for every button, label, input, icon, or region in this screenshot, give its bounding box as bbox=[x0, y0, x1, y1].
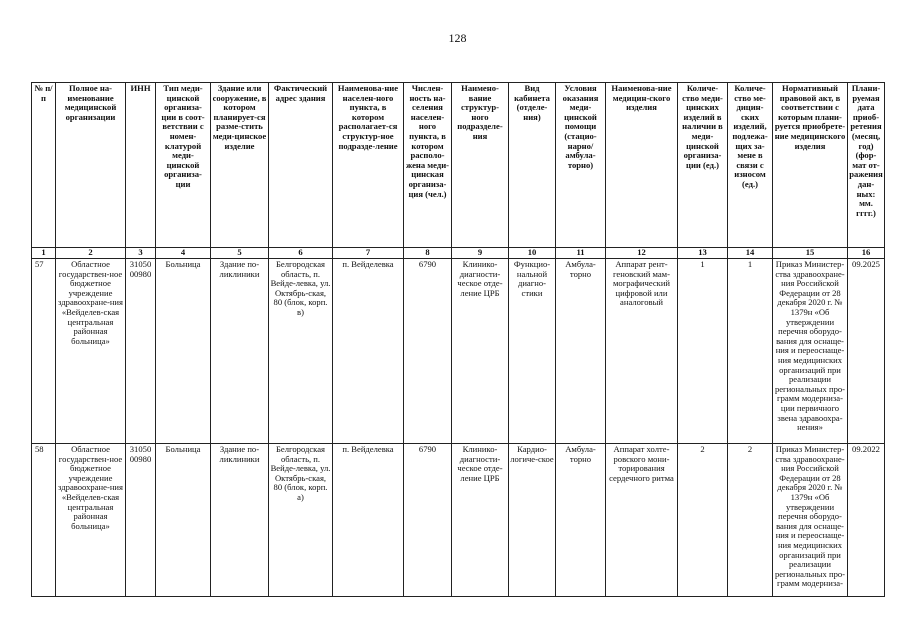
organization-type: Больница bbox=[156, 259, 211, 444]
column-number: 2 bbox=[56, 248, 126, 259]
population: 6790 bbox=[404, 259, 452, 444]
organization-name: Областное государствен-ное бюджетное учреждение здравоохране-ния «Вейделев-ская центральная районная больница» bbox=[56, 444, 126, 597]
row-number: 57 bbox=[32, 259, 56, 444]
column-number: 14 bbox=[728, 248, 773, 259]
locality: п. Вейделевка bbox=[333, 259, 404, 444]
table-row bbox=[32, 259, 885, 444]
care-conditions: Амбула-торно bbox=[556, 259, 606, 444]
header-cell: Вид кабинета (отделе-ния) bbox=[509, 83, 556, 248]
address: Белгородская область, п. Вейде-левка, ул. Октябрь-ская, 80 (блок, корп. в) bbox=[269, 259, 333, 444]
legal-act: Приказ Министер-ства здравоохране-ния Российской Федерации от 28 декабря 2020 г. № 1379н «Об утверждении перечня оборудо-вания для оснаще-ния и переоснаще-ния медицинских организаций при реализации региональных про-грамм модерниза-ции первичного звена здравоохра-нения» bbox=[773, 259, 848, 444]
column-number: 16 bbox=[848, 248, 885, 259]
column-number: 9 bbox=[452, 248, 509, 259]
device-name: Аппарат рент-геновский мам-мографический цифровой или аналоговый bbox=[606, 259, 678, 444]
column-number: 6 bbox=[269, 248, 333, 259]
cabinet-type: Кардио-логиче-ское bbox=[509, 444, 556, 597]
building: Здание по-ликлиники bbox=[211, 259, 269, 444]
row-number: 58 bbox=[32, 444, 56, 597]
organization-name: Областное государствен-ное бюджетное учреждение здравоохране-ния «Вейделев-ская центральная районная больница» bbox=[56, 259, 126, 444]
header-cell: Здание или сооружение, в котором планирует-ся разме-стить меди-цинское изделие bbox=[211, 83, 269, 248]
quantity-replace: 1 bbox=[728, 259, 773, 444]
header-cell: Наименова-ние медицин-ского изделия bbox=[606, 83, 678, 248]
inn: 31050 00980 bbox=[126, 259, 156, 444]
header-cell: № п/п bbox=[32, 83, 56, 248]
header-cell: Нормативный правовой акт, в соответствии с которым плани-руется приобрете-ние медицинского изделия bbox=[773, 83, 848, 248]
header-cell: Полное на-именование медицинской организации bbox=[56, 83, 126, 248]
building: Здание по-ликлиники bbox=[211, 444, 269, 597]
header-cell: Наименова-ние населен-ного пункта, в котором располагает-ся структур-ное подразде-ление bbox=[333, 83, 404, 248]
structural-unit: Клинико-диагности-ческое отде-ление ЦРБ bbox=[452, 444, 509, 597]
inn: 31050 00980 bbox=[126, 444, 156, 597]
header-cell: Тип меди-цинской организа-ции в соот-ветствии с номен-клатурой меди-цинской организа-ции bbox=[156, 83, 211, 248]
care-conditions: Амбула-торно bbox=[556, 444, 606, 597]
column-number: 3 bbox=[126, 248, 156, 259]
planned-date: 09.2025 bbox=[848, 259, 885, 444]
population: 6790 bbox=[404, 444, 452, 597]
column-number-row bbox=[32, 248, 885, 259]
device-name: Аппарат холте-ровского мони-торирования сердечного ритма bbox=[606, 444, 678, 597]
header-cell: Наимено-вание структур-ного подразделе-ния bbox=[452, 83, 509, 248]
column-number: 12 bbox=[606, 248, 678, 259]
header-cell: ИНН bbox=[126, 83, 156, 248]
header-cell: Количе-ство ме-дицин-ских изделий, подлежа-щих за-мене в связи с износом (ед.) bbox=[728, 83, 773, 248]
header-cell: Числен-ность на-селения населен-ного пункта, в котором располо-жена меди-цинская организа-ция (чел.) bbox=[404, 83, 452, 248]
header-row bbox=[32, 83, 885, 248]
quantity-available: 1 bbox=[678, 259, 728, 444]
quantity-available: 2 bbox=[678, 444, 728, 597]
quantity-replace: 2 bbox=[728, 444, 773, 597]
column-number: 15 bbox=[773, 248, 848, 259]
column-number: 5 bbox=[211, 248, 269, 259]
table-row bbox=[32, 444, 885, 597]
column-number: 10 bbox=[509, 248, 556, 259]
header-cell: Фактический адрес здания bbox=[269, 83, 333, 248]
header-cell: Условия оказания меди-цинской помощи (стацио-нарно/ амбула-торно) bbox=[556, 83, 606, 248]
page-number: 128 bbox=[448, 31, 467, 45]
column-number: 11 bbox=[556, 248, 606, 259]
equipment-table bbox=[31, 82, 885, 597]
column-number: 7 bbox=[333, 248, 404, 259]
header-cell: Количе-ство меди-цинских изделий в наличии в меди-цинской организа-ции (ед.) bbox=[678, 83, 728, 248]
planned-date: 09.2022 bbox=[848, 444, 885, 597]
column-number: 4 bbox=[156, 248, 211, 259]
column-number: 1 bbox=[32, 248, 56, 259]
column-number: 13 bbox=[678, 248, 728, 259]
legal-act: Приказ Министер-ства здравоохране-ния Российской Федерации от 28 декабря 2020 г. № 1379н «Об утверждении перечня оборудо-вания для оснаще-ния и переоснаще-ния медицинских организаций при реализации региональных про-грамм модерниза- bbox=[773, 444, 848, 597]
cabinet-type: Функцио-нальной диагно-стики bbox=[509, 259, 556, 444]
address: Белгородская область, п. Вейде-левка, ул. Октябрь-ская, 80 (блок, корп. а) bbox=[269, 444, 333, 597]
structural-unit: Клинико-диагности-ческое отде-ление ЦРБ bbox=[452, 259, 509, 444]
column-number: 8 bbox=[404, 248, 452, 259]
locality: п. Вейделевка bbox=[333, 444, 404, 597]
header-cell: Плани-руемая дата приоб-ретения (месяц, год) (фор-мат от-ражения дан-ных: мм. гггг.) bbox=[848, 83, 885, 248]
organization-type: Больница bbox=[156, 444, 211, 597]
